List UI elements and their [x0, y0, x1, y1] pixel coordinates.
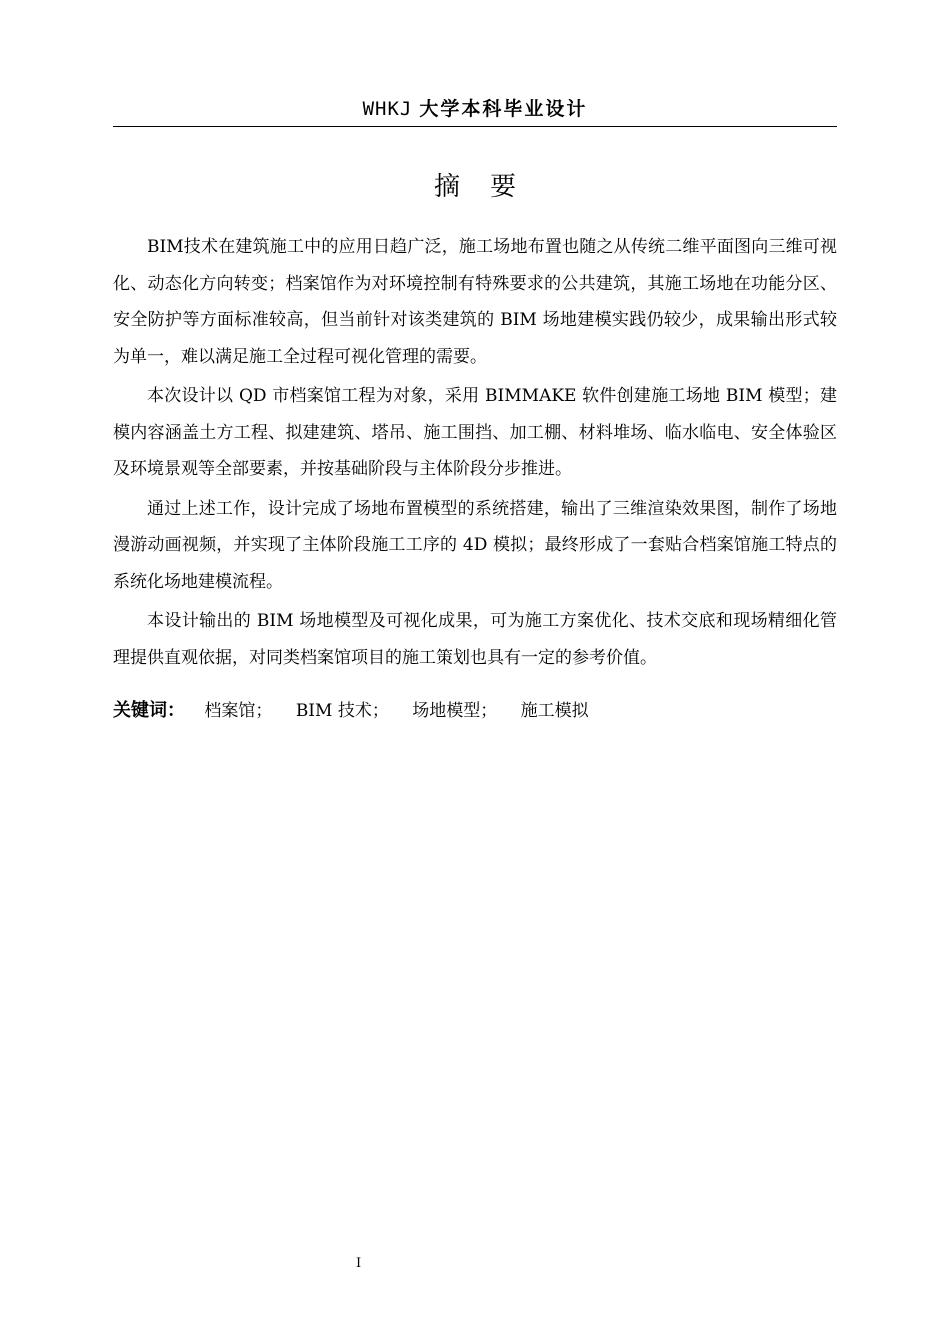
keyword-item: BIM 技术；	[295, 701, 389, 721]
keywords-label: 关键词：	[113, 700, 185, 721]
abstract-heading: 摘要	[433, 172, 546, 202]
keyword-item: 场地模型；	[412, 701, 498, 721]
abstract-paragraph-3: 通过上述工作，设计完成了场地布置模型的系统搭建，输出了三维渲染效果图，制作了场地漫游动画视频，并实现了主体阶段施工工序的 4D 模拟；最终形成了一套贴合档案馆施工特点的系统化场地建模流程。	[113, 498, 837, 592]
page-number: I	[356, 1256, 362, 1271]
header-school: WHKJ	[362, 98, 413, 120]
abstract-paragraph-2: 本次设计以 QD 市档案馆工程为对象，采用 BIMMAKE 软件创建施工场地 BIM 模型；建模内容涵盖土方工程、拟建建筑、塔吊、施工围挡、加工棚、材料堆场、临水临电、安全体验区及环境景观等全部要素，并按基础阶段与主体阶段分步推进。	[113, 386, 837, 479]
keywords-line	[113, 695, 837, 727]
keyword-item: 档案馆；	[204, 701, 273, 721]
abstract-paragraph-1: BIM技术在建筑施工中的应用日趋广泛，施工场地布置也随之从传统二维平面图向三维可视化、动态化方向转变；档案馆作为对环境控制有特殊要求的公共建筑，其施工场地在功能分区、安全防护等方面标准较高，但当前针对该类建筑的 BIM 场地建模实践仍较少，成果输出形式较为单一，难以满足施工全过程可视化管理的需要。	[113, 237, 837, 367]
abstract-paragraph-4: 本设计输出的 BIM 场地模型及可视化成果，可为施工方案优化、技术交底和现场精细化管理提供直观依据，对同类档案馆项目的施工策划也具有一定的参考价值。	[113, 611, 837, 668]
abstract-body	[113, 229, 837, 679]
running-header	[113, 95, 837, 123]
header-title: 大学本科毕业设计	[419, 98, 588, 120]
header-rule	[113, 126, 837, 127]
keyword-item: 施工模拟	[520, 701, 589, 721]
